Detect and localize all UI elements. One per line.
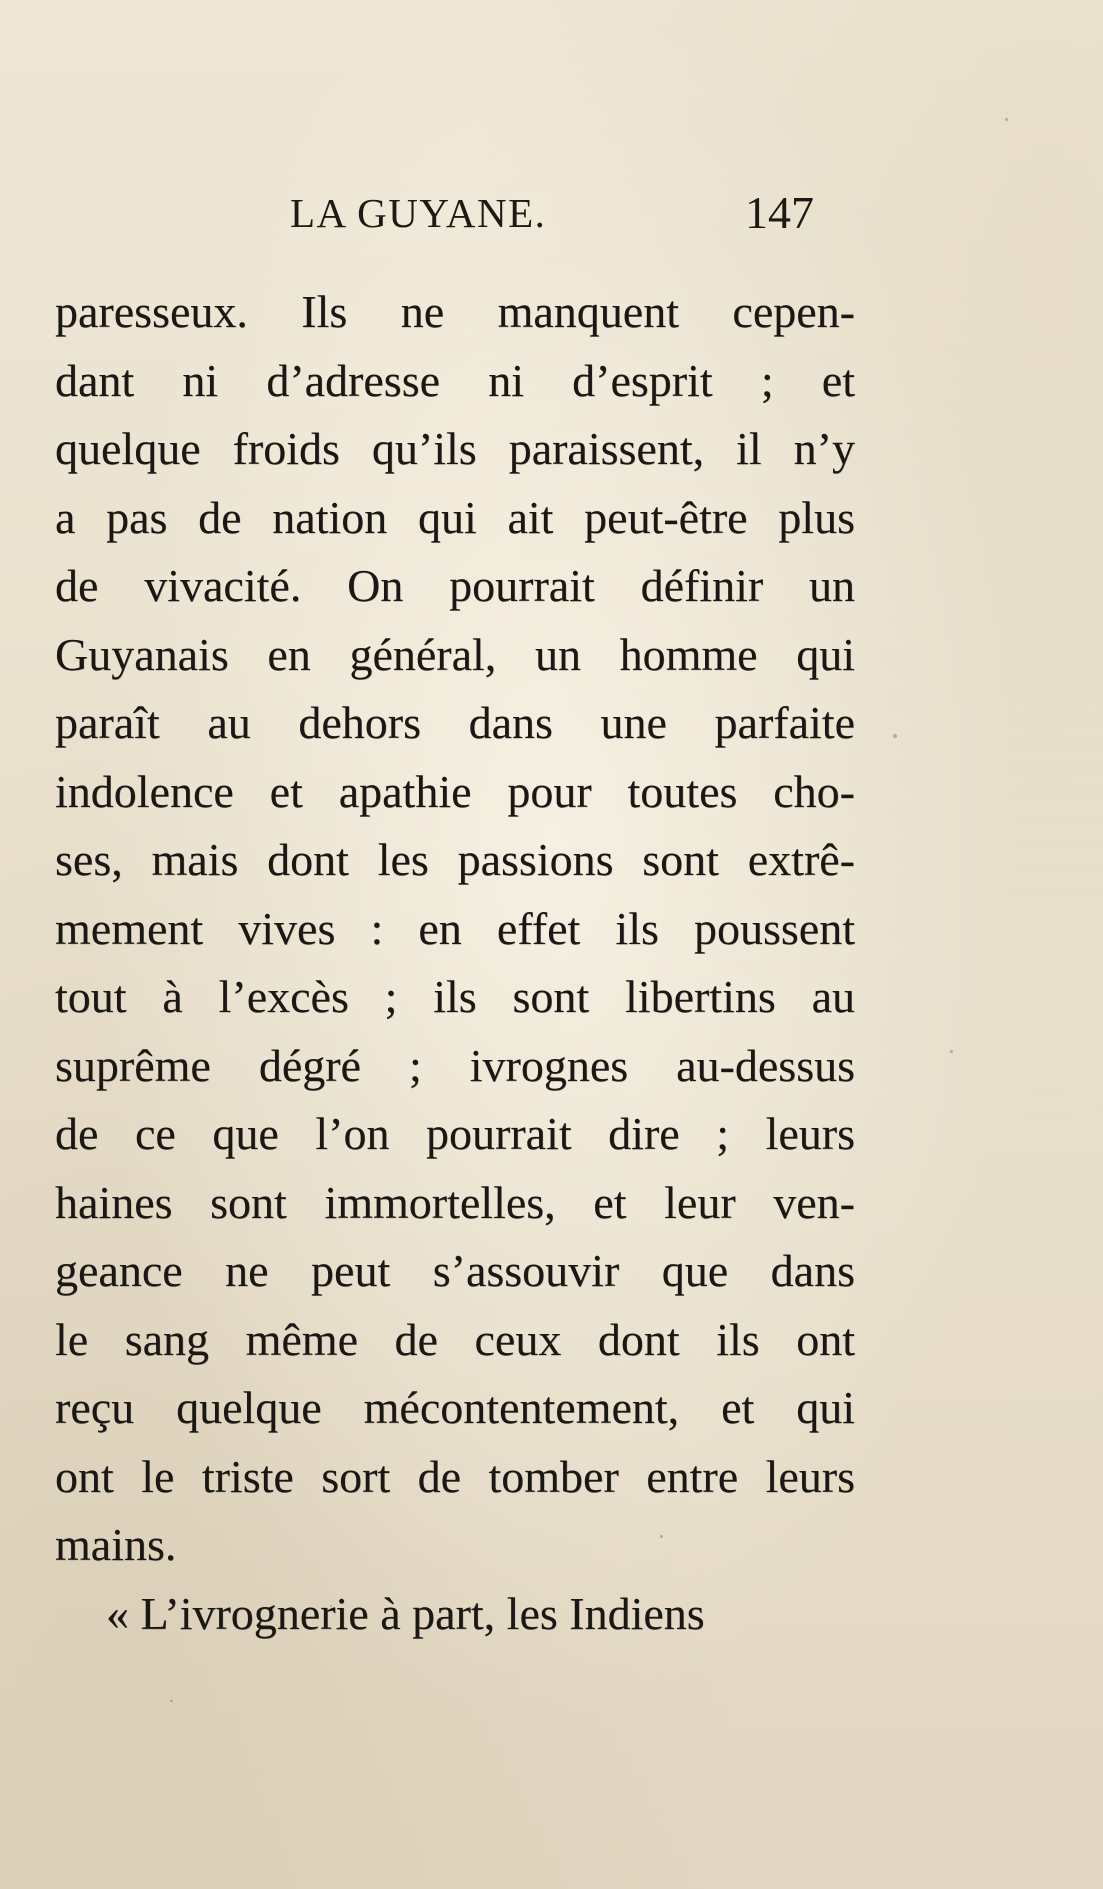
text-line: suprême dégré ; ivrognes au-dessus bbox=[55, 1039, 855, 1091]
text-line: dant ni d’adresse ni d’esprit ; et bbox=[55, 354, 855, 406]
text-line: reçu quelque mécontentement, et qui bbox=[55, 1382, 855, 1433]
text-line: de ce que l’on pourrait dire ; leurs bbox=[55, 1108, 855, 1159]
text-line: Guyanais en général, un homme qui bbox=[55, 628, 855, 680]
text-line: paresseux. Ils ne manquent cepen- bbox=[55, 286, 855, 337]
text-line: le sang même de ceux dont ils ont bbox=[55, 1313, 855, 1365]
paper-speck bbox=[1005, 118, 1008, 121]
running-head: LA GUYANE. bbox=[290, 190, 547, 236]
text-line: « L’ivrognerie à part, les Indiens bbox=[106, 1587, 705, 1639]
text-line: ses, mais dont les passions sont extrê- bbox=[55, 834, 855, 885]
text-line: paraît au dehors dans une parfaite bbox=[55, 697, 855, 748]
text-line: quelque froids qu’ils paraissent, il n’y bbox=[55, 423, 855, 474]
text-line: ont le triste sort de tomber entre leurs bbox=[55, 1450, 855, 1502]
text-line: haines sont immortelles, et leur ven- bbox=[55, 1176, 855, 1228]
page-number: 147 bbox=[745, 187, 814, 238]
text-line: mement vives : en effet ils poussent bbox=[55, 902, 855, 954]
text-line: indolence et apathie pour toutes cho- bbox=[55, 765, 855, 817]
body-text bbox=[55, 278, 855, 1648]
page-header bbox=[55, 188, 855, 248]
text-line: mains. bbox=[55, 1519, 177, 1570]
paper-speck bbox=[170, 1700, 173, 1702]
paper-speck bbox=[893, 734, 897, 738]
text-line: geance ne peut s’assouvir que dans bbox=[55, 1245, 855, 1296]
paper-speck bbox=[950, 1050, 953, 1053]
text-line: tout à l’excès ; ils sont libertins au bbox=[55, 971, 855, 1022]
text-line: de vivacité. On pourrait définir un bbox=[55, 560, 855, 611]
text-line: a pas de nation qui ait peut-être plus bbox=[55, 491, 855, 543]
